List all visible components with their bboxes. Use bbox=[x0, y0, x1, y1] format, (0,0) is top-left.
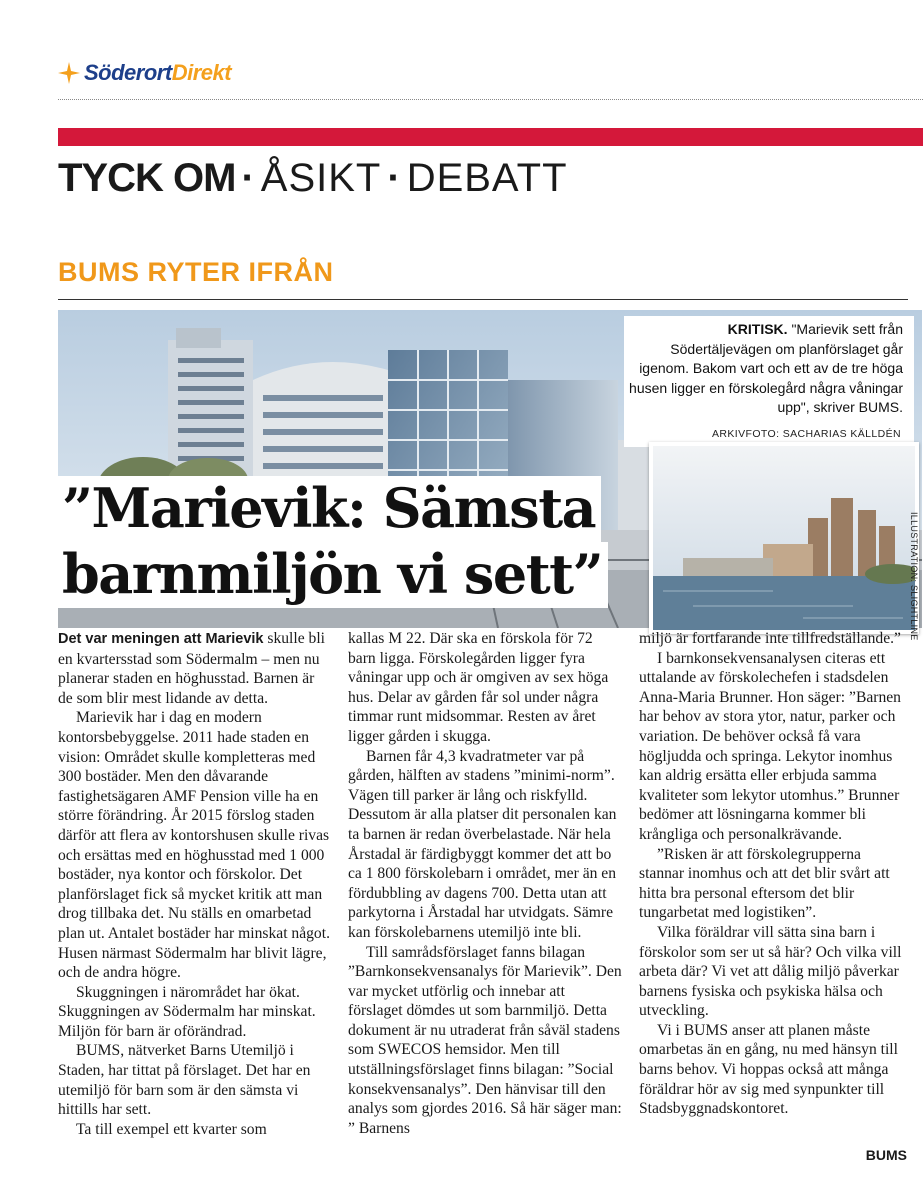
illustration-inset bbox=[649, 442, 919, 634]
headline-line-2: barnmiljön vi sett” bbox=[58, 542, 608, 608]
headline bbox=[58, 476, 608, 608]
photo-credit: ARKIVFOTO: SACHARIAS KÄLLDÉN bbox=[712, 428, 901, 440]
paragraph: ”Risken är att förskolegrupperna stannar inomhus och att det blir svårt att hitta bra personal eftersom det blir tungarbetat med logistiken”. bbox=[639, 845, 890, 922]
paragraph: Skuggningen i närområdet har ökat. Skuggningen av Södermalm har minskat. Miljön för barn är oförändrad. bbox=[58, 983, 316, 1040]
paragraph: Ta till exempel ett kvarter som bbox=[76, 1120, 267, 1138]
headline-line-1: ”Marievik: Sämsta bbox=[58, 476, 601, 542]
brand-logo[interactable] bbox=[58, 60, 231, 86]
article-column-3 bbox=[639, 629, 907, 1119]
paragraph: kallas M 22. Där ska en förskola för 72 barn ligga. Förskolegården ligger fyra våningar upp och är omgiven av sex höga hus. Delar av gården får sol under några timmar runt midsommar. Resten av året ligger gården i skugga. bbox=[348, 630, 609, 745]
photo-caption bbox=[628, 320, 903, 418]
paragraph: I barnkonsekvensanalysen citeras ett uttalande av förskolechefen i stadsdelen Anna-Maria Brunner. Hon säger: ”Barnen har behov av stora ytor, natur, parker och variation. De behöver också få vara högljudda och springa. Lekytor inomhus kan aldrig ersätta eller erbjuda samma kvaliteter som lekytor utomhus.” Brunner bedömer att lösningarna kommer bli krångliga och personalkrävande. bbox=[639, 649, 901, 843]
paragraph: BUMS, nätverket Barns Utemiljö i Staden, har tittat på förslaget. Det har en utemiljö för barn som är den sämsta vi hittills har sett. bbox=[58, 1042, 311, 1119]
paragraph: Vilka föräldrar vill sätta sina barn i förskolor som ser ut så här? Och vilka vill arbeta där? Vi vet att dålig miljö påverkar barnens fysiska och psykiska hälsa och utveckling. bbox=[639, 923, 902, 1020]
paragraph: miljö är fortfarande inte tillfredställande.” bbox=[639, 630, 901, 647]
paragraph: Till samrådsförslaget fanns bilagan ”Barnkonsekvensanalys för Marievik”. Den var mycket utförlig och innebar att förslaget dömdes ut som barnmiljö. Detta dokument är nu utraderat från såväl stadens som SWECOS hemsidor. Men till utställningsförslaget finns bilagan: ”Social konsekvensanalys”. Den hänvisar till den analys som gjordes 2016. Så här säger man: ” Barnens bbox=[348, 943, 622, 1137]
star-icon bbox=[58, 62, 80, 84]
paragraph: Barnen får 4,3 kvadratmeter var på gården, hälften av stadens ”minimi-norm”. Vägen till parker är lång och riskfylld. Dessutom är alla platser dit personalen kan ta barnen är redan överbelastade. När hela Årstadal är färdigbyggt kommer det att bo ca 1 800 förskolebarn i området, mer än en fördubbling av dagens 700. Detta utan att parkytorna i Årstadal har utvidgats. Sämre kan förskolebarnens utemiljö inte bli. bbox=[348, 747, 617, 941]
author-signature: BUMS bbox=[865, 1147, 907, 1163]
header-divider bbox=[58, 99, 923, 100]
lead-paragraph: Det var meningen att Marievik skulle bli en kvartersstad som Södermalm – men nu planerar staden en höghusstad. Barnen är de som blir mest lidande av detta. bbox=[58, 630, 326, 707]
kicker-rule bbox=[58, 299, 908, 300]
section-color-bar bbox=[58, 128, 923, 146]
brand-name: SöderortDirekt bbox=[84, 60, 232, 85]
article-column-2 bbox=[348, 629, 622, 1138]
caption-body: "Marievik sett från Södertäljevägen om planförslaget går igenom. Bakom vart och ett av de tre höga husen ligger en förskolegård några våningar upp", skriver BUMS. bbox=[629, 321, 903, 415]
paragraph: Marievik har i dag en modern kontorsbebyggelse. 2011 hade staden en vision: Området skulle kompletteras med 300 bostäder. Men den dåvarande fastighetsägaren AMF Pension ville ha en större förändring. År 2015 förslog staden därför att flera av kontorshusen skulle rivas och ersättas med en höghusstad med 1 000 bostäder, nya kontor och förskolor. Det planförslaget fick så mycket kritik att man drog tillbaka det. Nu ställs en omarbetad plan ut. Antalet bostäder har minskat något. Husen närmast Södermalm har blivit lägre, och de andra högre. bbox=[58, 709, 330, 982]
caption-label: KRITISK. bbox=[727, 321, 788, 337]
article-column-1 bbox=[58, 629, 330, 1139]
kicker: BUMS RYTER IFRÅN bbox=[58, 257, 334, 287]
paragraph: Vi i BUMS anser att planen måste omarbetas än en gång, nu med hänsyn till barns behov. Vi hoppas också att många föräldrar hör av sig med synpunkter till Stadsbyggnadskontoret. bbox=[639, 1021, 898, 1118]
section-heading: TYCK OM · ÅSIKT · DEBATT bbox=[58, 156, 568, 200]
illustration-credit: ILLUSTRATION: SLIGHTLINE bbox=[909, 512, 919, 641]
